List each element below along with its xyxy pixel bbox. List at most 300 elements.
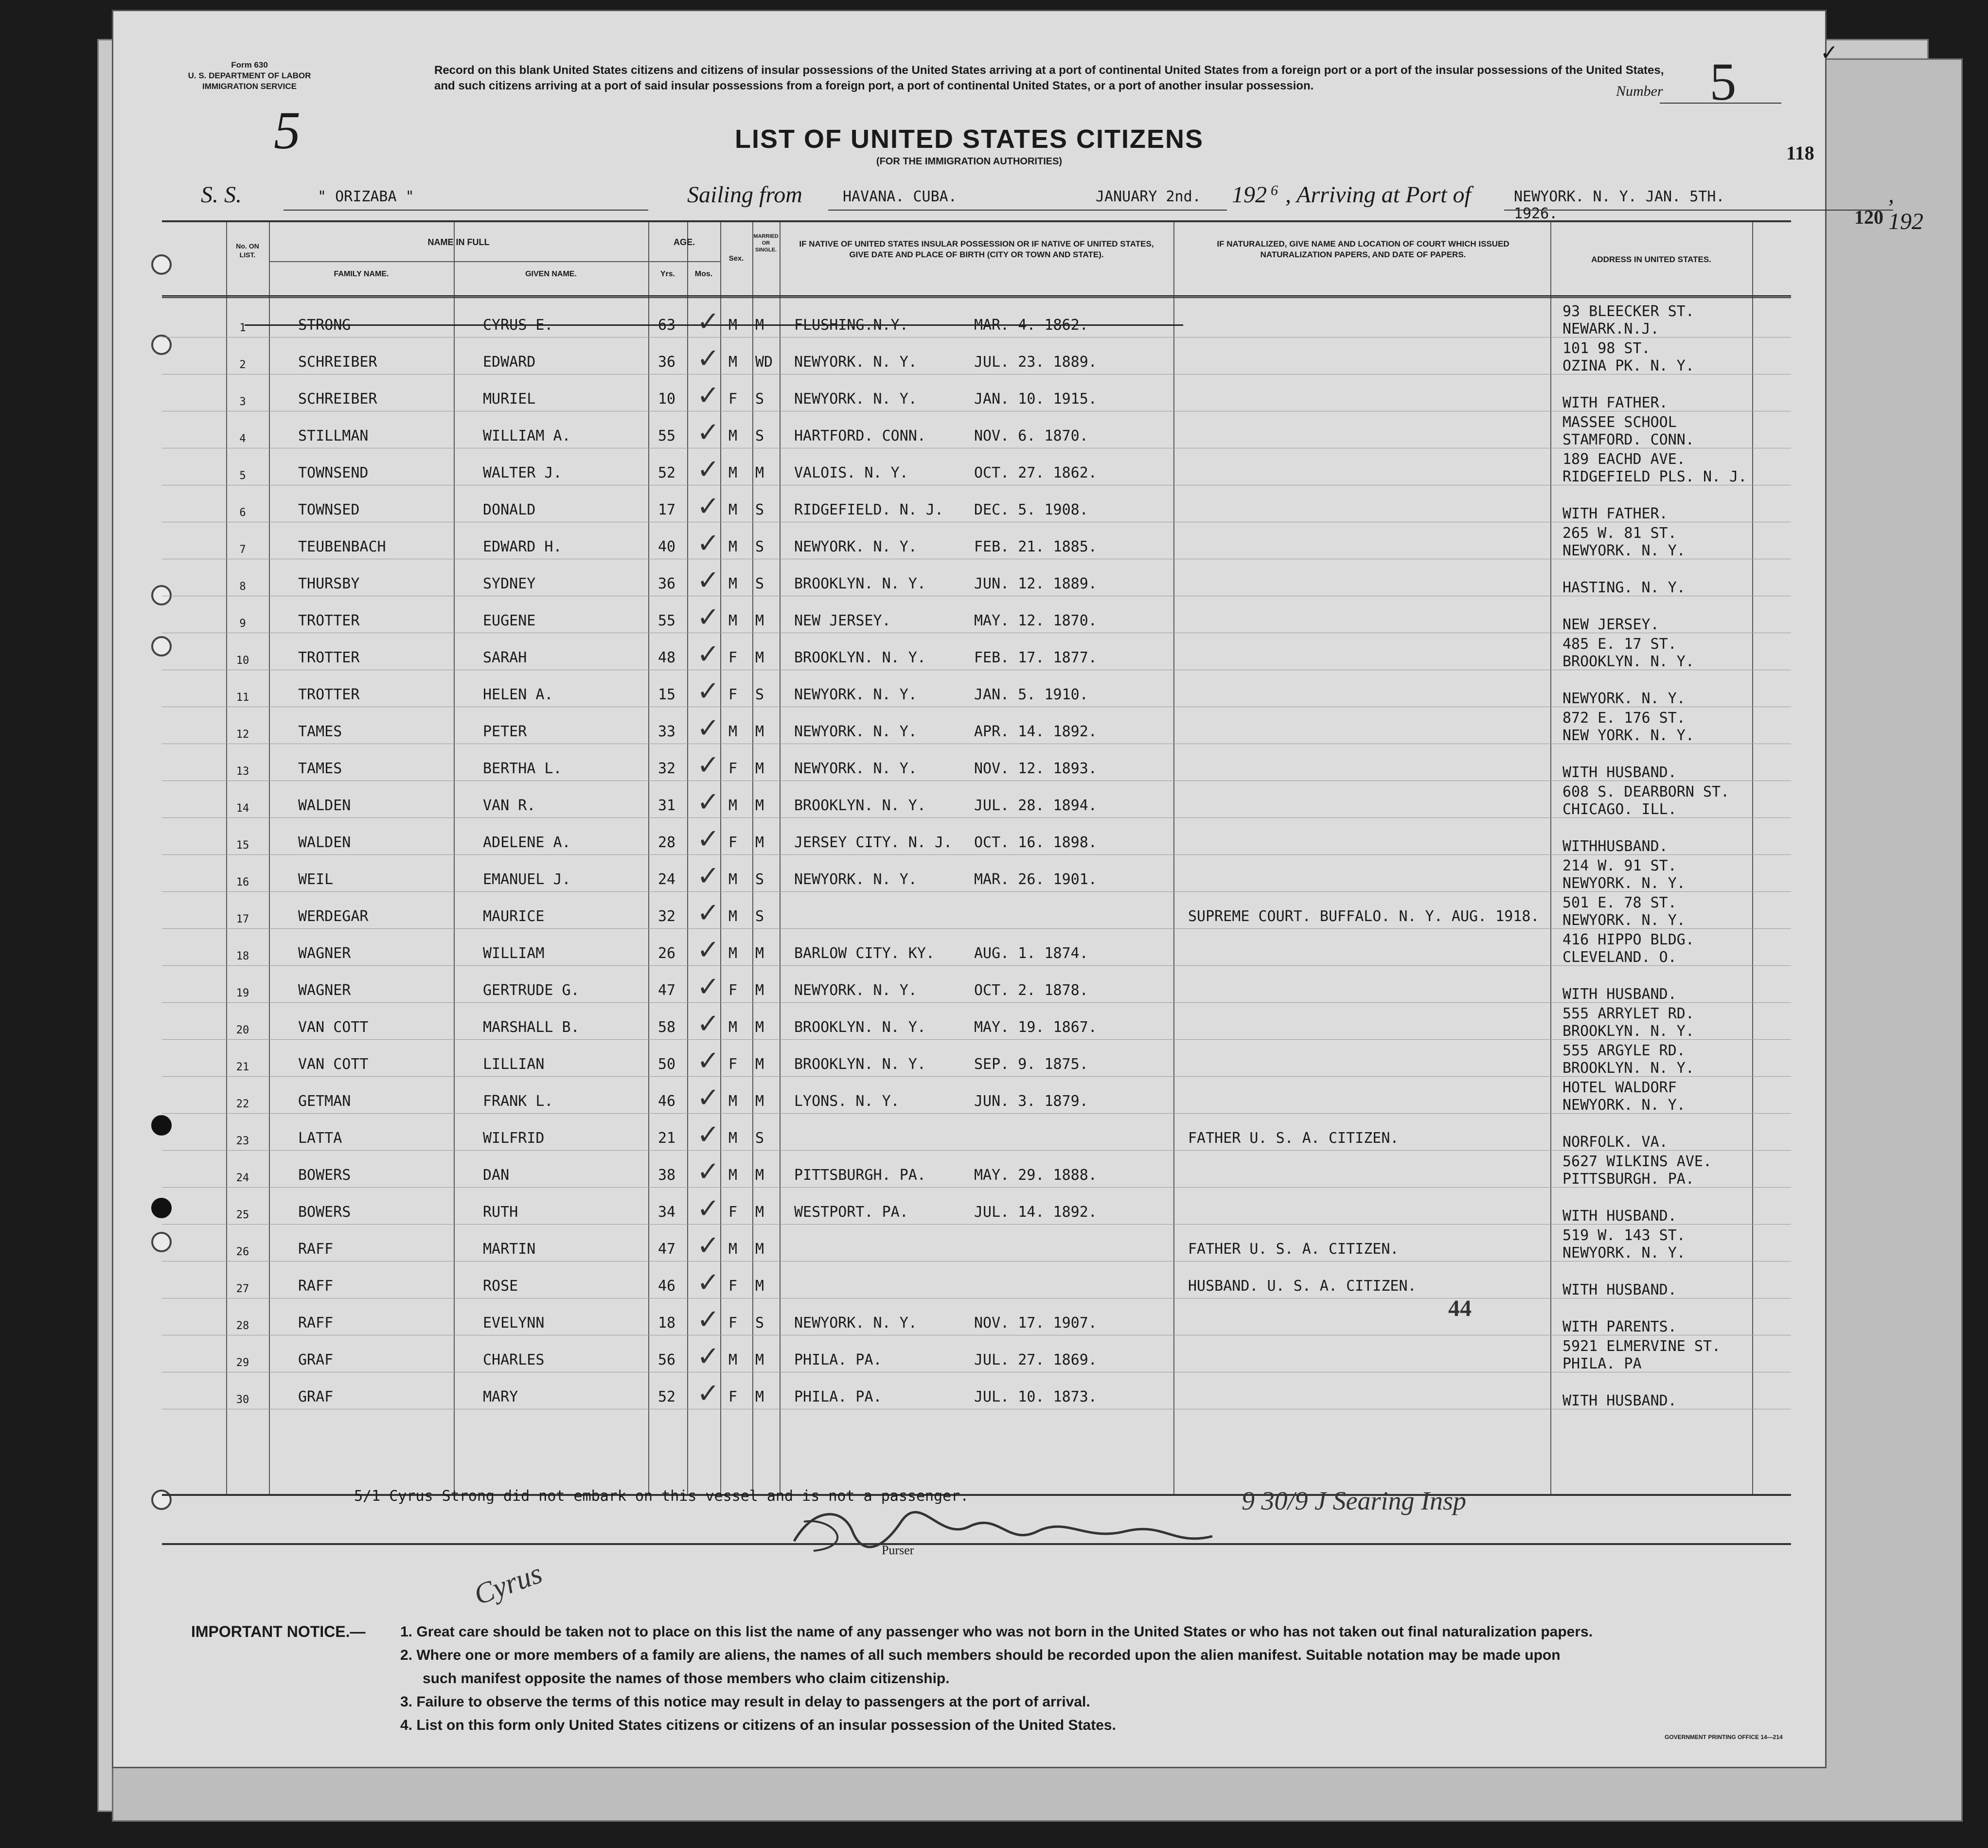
- table-row: [162, 1039, 1791, 1077]
- sex: F: [728, 649, 738, 666]
- address-line-1: 555 ARRYLET RD.: [1562, 1005, 1694, 1022]
- row-number: 27: [236, 1283, 249, 1295]
- marital-status: S: [755, 575, 764, 592]
- address-line-2: PITTSBURGH. PA.: [1562, 1171, 1694, 1188]
- col-header-given: GIVEN NAME.: [525, 270, 577, 278]
- family-name: BOWERS: [298, 1167, 351, 1184]
- notice-label: IMPORTANT NOTICE.—: [191, 1623, 366, 1640]
- marital-status: M: [755, 723, 764, 740]
- address-line-2: WITHHUSBAND.: [1562, 838, 1668, 855]
- row-number: 23: [236, 1135, 249, 1147]
- check-mark-icon: ✓: [697, 713, 720, 744]
- table-row: [162, 707, 1791, 744]
- sex: M: [728, 1351, 738, 1368]
- check-mark-icon: ✓: [697, 861, 720, 891]
- table-row: [162, 928, 1791, 966]
- family-name: BOWERS: [298, 1204, 351, 1221]
- table-row: [162, 411, 1791, 448]
- birth-date: JUL. 27. 1869.: [974, 1351, 1097, 1368]
- birth-place: NEWYORK. N. Y.: [794, 723, 917, 740]
- birth-place: BROOKLYN. N. Y.: [794, 575, 926, 592]
- birth-place: PITTSBURGH. PA.: [794, 1167, 926, 1184]
- col-header-family: FAMILY NAME.: [334, 270, 389, 278]
- family-name: TROTTER: [298, 649, 360, 666]
- check-mark-icon: ✓: [697, 492, 720, 522]
- list-number: 5: [1709, 52, 1737, 111]
- marital-status: S: [755, 501, 764, 518]
- address-line-2: BROOKLYN. N. Y.: [1562, 1060, 1694, 1077]
- age-years: 47: [658, 1241, 676, 1258]
- given-name: RUTH: [483, 1204, 518, 1221]
- family-name: TAMES: [298, 760, 342, 777]
- table-row: [162, 596, 1791, 633]
- address-line-2: CHICAGO. ILL.: [1562, 801, 1677, 818]
- birth-date: JUL. 28. 1894.: [974, 797, 1097, 814]
- check-mark-icon: ✓: [697, 1305, 720, 1335]
- table-row: [162, 1335, 1791, 1372]
- arriving-port: NEWYORK. N. Y. JAN. 5TH. 1926.: [1514, 188, 1725, 222]
- col-header-married: MARRIED OR SINGLE.: [753, 233, 779, 253]
- birth-date: NOV. 17. 1907.: [974, 1315, 1097, 1332]
- strikethrough: [245, 324, 1183, 326]
- row-number: 13: [236, 765, 249, 778]
- birth-place: BROOKLYN. N. Y.: [794, 649, 926, 666]
- table-row: [162, 854, 1791, 892]
- sex: M: [728, 612, 738, 629]
- table-row: [162, 1113, 1791, 1151]
- naturalization: FATHER U. S. A. CITIZEN.: [1188, 1241, 1399, 1258]
- table-row: [162, 891, 1791, 929]
- birth-date: JAN. 10. 1915.: [974, 391, 1097, 408]
- given-name: WILLIAM: [483, 945, 545, 962]
- table-row: [162, 1076, 1791, 1114]
- address-line-1: 101 98 ST.: [1562, 340, 1651, 357]
- underline: [1504, 210, 1893, 211]
- birth-place: VALOIS. N. Y.: [794, 464, 908, 481]
- address-line-2: WITH FATHER.: [1562, 394, 1668, 411]
- year-prefix: 192: [1232, 182, 1267, 208]
- age-years: 21: [658, 1130, 676, 1147]
- inspector-note: 9 30/9 J Searing Insp: [1242, 1486, 1466, 1515]
- age-years: 36: [658, 354, 676, 371]
- table-row: [162, 1224, 1791, 1262]
- table-row: [162, 1298, 1791, 1335]
- family-name: WALDEN: [298, 834, 351, 851]
- row-number: 10: [236, 655, 249, 667]
- page-title: LIST OF UNITED STATES CITIZENS: [735, 124, 1204, 154]
- address-line-1: 608 S. DEARBORN ST.: [1562, 783, 1730, 800]
- row-number: 21: [236, 1061, 249, 1073]
- age-years: 46: [658, 1278, 676, 1295]
- birth-place: BROOKLYN. N. Y.: [794, 797, 926, 814]
- family-name: TOWNSED: [298, 501, 360, 518]
- row-number: 19: [236, 987, 249, 999]
- family-name: WERDEGAR: [298, 908, 369, 925]
- birth-date: OCT. 16. 1898.: [974, 834, 1097, 851]
- row-number: 15: [236, 839, 249, 852]
- sex: F: [728, 1278, 738, 1295]
- sex: M: [728, 1093, 738, 1110]
- row-number: 22: [236, 1098, 249, 1110]
- given-name: CYRUS E.: [483, 317, 553, 334]
- address-line-2: WITH PARENTS.: [1562, 1318, 1677, 1335]
- address-line-2: CLEVELAND. O.: [1562, 949, 1677, 966]
- given-name: EUGENE: [483, 612, 536, 629]
- number-underline: [1660, 103, 1781, 104]
- given-name: MARY: [483, 1388, 518, 1405]
- handwritten-stamp: 44: [1448, 1296, 1472, 1321]
- sex: F: [728, 760, 738, 777]
- age-years: 24: [658, 871, 676, 888]
- marital-status: M: [755, 982, 764, 999]
- sex: M: [728, 538, 738, 555]
- given-name: CHARLES: [483, 1351, 545, 1368]
- age-years: 40: [658, 538, 676, 555]
- given-name: VAN R.: [483, 797, 536, 814]
- arriving-label: , Arriving at Port of: [1285, 182, 1471, 208]
- ship-name: " ORIZABA ": [318, 188, 414, 205]
- family-name: SCHREIBER: [298, 391, 377, 408]
- given-name: ROSE: [483, 1278, 518, 1295]
- marital-status: M: [755, 612, 764, 629]
- sex: M: [728, 427, 738, 444]
- table-row: [162, 1187, 1791, 1225]
- check-mark-icon: ✓: [697, 676, 720, 707]
- table-row: [162, 633, 1791, 670]
- given-name: MAURICE: [483, 908, 545, 925]
- marital-status: M: [755, 1388, 764, 1405]
- birth-place: BROOKLYN. N. Y.: [794, 1056, 926, 1073]
- age-years: 31: [658, 797, 676, 814]
- naturalization: FATHER U. S. A. CITIZEN.: [1188, 1130, 1399, 1147]
- birth-date: SEP. 9. 1875.: [974, 1056, 1088, 1073]
- address-line-2: NEWYORK. N. Y.: [1562, 1244, 1686, 1262]
- given-name: LILLIAN: [483, 1056, 545, 1073]
- sex: F: [728, 391, 738, 408]
- age-years: 63: [658, 317, 676, 334]
- row-number: 8: [239, 581, 246, 593]
- age-years: 36: [658, 575, 676, 592]
- address-line-2: NEW JERSEY.: [1562, 616, 1659, 633]
- sailing-from: HAVANA. CUBA.: [843, 188, 957, 205]
- row-number: 3: [239, 396, 246, 408]
- age-years: 32: [658, 760, 676, 777]
- sex: F: [728, 1315, 738, 1332]
- birth-place: LYONS. N. Y.: [794, 1093, 900, 1110]
- address-line-1: 519 W. 143 ST.: [1562, 1227, 1686, 1244]
- sex: M: [728, 797, 738, 814]
- marital-status: S: [755, 391, 764, 408]
- table-row: [162, 1150, 1791, 1188]
- check-mark-icon: ✓: [697, 1231, 720, 1261]
- col-header-name-in-full: NAME IN FULL: [427, 237, 490, 247]
- family-name: SCHREIBER: [298, 354, 377, 371]
- record-instructions: Record on this blank United States citizens and citizens of insular possessions of the United States arriving at a port of continental United States from a foreign port or a port of the insular possessions of the United States, and such citizens arriving at a port of said insular possessions from a foreign port, a port of continental United States, or a port of another insular possession.: [434, 64, 1664, 92]
- address-line-2: WITH HUSBAND.: [1562, 764, 1677, 781]
- check-mark-icon: ✓: [697, 935, 720, 965]
- address-line-2: NEWYORK. N. Y.: [1562, 1097, 1686, 1114]
- given-name: MURIEL: [483, 391, 536, 408]
- marital-status: M: [755, 1093, 764, 1110]
- age-years: 56: [658, 1351, 676, 1368]
- sex: M: [728, 1167, 738, 1184]
- year2: , 192: [1888, 182, 1923, 234]
- address-line-2: STAMFORD. CONN.: [1562, 431, 1694, 448]
- check-mark-icon: ✓: [697, 824, 720, 854]
- notice-item: 4. List on this form only United States citizens or citizens of an insular possession of the United States.: [400, 1717, 1116, 1733]
- table-row: [162, 337, 1791, 374]
- given-name: MARTIN: [483, 1241, 536, 1258]
- check-mark-icon: ✓: [697, 1046, 720, 1076]
- family-name: STILLMAN: [298, 427, 369, 444]
- birth-date: FEB. 21. 1885.: [974, 538, 1097, 555]
- passenger-table: [162, 220, 1791, 1496]
- address-line-2: WITH HUSBAND.: [1562, 1208, 1677, 1225]
- family-name: VAN COTT: [298, 1019, 369, 1036]
- birth-date: NOV. 12. 1893.: [974, 760, 1097, 777]
- given-name: BERTHA L.: [483, 760, 562, 777]
- address-line-2: RIDGEFIELD PLS. N. J.: [1562, 468, 1747, 485]
- birth-date: MAY. 19. 1867.: [974, 1019, 1097, 1036]
- age-years: 26: [658, 945, 676, 962]
- check-mark-icon: ✓: [697, 898, 720, 928]
- header-divider: [269, 261, 648, 262]
- family-name: WALDEN: [298, 797, 351, 814]
- form-line: Form 630: [231, 60, 268, 70]
- page-number: 118: [1786, 142, 1814, 164]
- sailing-label: Sailing from: [687, 182, 802, 208]
- given-name: GERTRUDE G.: [483, 982, 580, 999]
- birth-place: NEWYORK. N. Y.: [794, 871, 917, 888]
- table-row: [162, 485, 1791, 522]
- sex: M: [728, 723, 738, 740]
- sex: F: [728, 1056, 738, 1073]
- sex: M: [728, 1019, 738, 1036]
- birth-date: JAN. 5. 1910.: [974, 686, 1088, 703]
- sex: M: [728, 501, 738, 518]
- given-name: WILFRID: [483, 1130, 545, 1147]
- sex: M: [728, 464, 738, 481]
- birth-place: WESTPORT. PA.: [794, 1204, 908, 1221]
- notice-item: 3. Failure to observe the terms of this notice may result in delay to passengers at the port of arrival.: [400, 1694, 1090, 1710]
- under-page-number: 120: [1854, 206, 1883, 228]
- number-label: Number: [1616, 83, 1663, 99]
- header-rule: [162, 297, 1791, 298]
- row-number: 29: [236, 1357, 249, 1369]
- age-years: 15: [658, 686, 676, 703]
- family-name: GRAF: [298, 1351, 334, 1368]
- age-years: 34: [658, 1204, 676, 1221]
- birth-place: NEWYORK. N. Y.: [794, 391, 917, 408]
- birth-date: MAY. 29. 1888.: [974, 1167, 1097, 1184]
- family-name: TAMES: [298, 723, 342, 740]
- table-row: [162, 559, 1791, 596]
- header-rule: [162, 295, 1791, 297]
- row-number: 25: [236, 1209, 249, 1221]
- address-line-2: NEWYORK. N. Y.: [1562, 912, 1686, 929]
- birth-date: APR. 14. 1892.: [974, 723, 1097, 740]
- marital-status: M: [755, 1167, 764, 1184]
- family-name: RAFF: [298, 1315, 334, 1332]
- birth-date: JUL. 23. 1889.: [974, 354, 1097, 371]
- address-line-1: 214 W. 91 ST.: [1562, 857, 1677, 874]
- col-header-no: No. ON LIST.: [236, 242, 259, 259]
- marital-status: M: [755, 760, 764, 777]
- family-name: TEUBENBACH: [298, 538, 386, 555]
- age-years: 55: [658, 427, 676, 444]
- row-number: 4: [239, 433, 246, 445]
- birth-place: NEWYORK. N. Y.: [794, 760, 917, 777]
- row-number: 14: [236, 802, 249, 815]
- notice-item: such manifest opposite the names of those members who claim citizenship.: [423, 1670, 950, 1687]
- birth-date: MAR. 4. 1862.: [974, 317, 1088, 334]
- given-name: DONALD: [483, 501, 536, 518]
- row-number: 2: [239, 359, 246, 371]
- row-number: 30: [236, 1394, 249, 1406]
- age-years: 33: [658, 723, 676, 740]
- marital-status: S: [755, 427, 764, 444]
- check-mark-icon: ✓: [697, 750, 720, 781]
- age-years: 10: [658, 391, 676, 408]
- family-name: RAFF: [298, 1278, 334, 1295]
- given-name: HELEN A.: [483, 686, 553, 703]
- check-mark-icon: ✓: [697, 307, 720, 337]
- family-name: TROTTER: [298, 686, 360, 703]
- marital-status: M: [755, 1351, 764, 1368]
- table-row: [162, 522, 1791, 559]
- address-line-2: NEWYORK. N. Y.: [1562, 875, 1686, 892]
- marital-status: S: [755, 871, 764, 888]
- handwritten-number: 5: [274, 101, 301, 160]
- family-name: WAGNER: [298, 945, 351, 962]
- table-row: [162, 300, 1791, 338]
- row-number: 20: [236, 1024, 249, 1036]
- marital-status: WD: [755, 354, 773, 371]
- address-line-1: 265 W. 81 ST.: [1562, 525, 1677, 542]
- given-name: DAN: [483, 1167, 510, 1184]
- marital-status: M: [755, 1204, 764, 1221]
- birth-place: NEWYORK. N. Y.: [794, 686, 917, 703]
- marital-status: M: [755, 1241, 764, 1258]
- birth-date: JUL. 14. 1892.: [974, 1204, 1097, 1221]
- row-number: 5: [239, 470, 246, 482]
- birth-date: JUN. 12. 1889.: [974, 575, 1097, 592]
- purser-signature-icon: [784, 1502, 1222, 1563]
- age-years: 55: [658, 612, 676, 629]
- family-name: WEIL: [298, 871, 334, 888]
- table-row: [162, 670, 1791, 707]
- age-years: 38: [658, 1167, 676, 1184]
- sex: M: [728, 908, 738, 925]
- birth-place: NEWYORK. N. Y.: [794, 1315, 917, 1332]
- check-mark-icon: ✓: [697, 529, 720, 559]
- check-mark-icon: ✓: [697, 1157, 720, 1187]
- underline: [1071, 210, 1227, 211]
- check-mark-icon: ✓: [697, 972, 720, 1002]
- marital-status: M: [755, 1278, 764, 1295]
- given-name: SYDNEY: [483, 575, 536, 592]
- family-name: RAFF: [298, 1241, 334, 1258]
- sex: F: [728, 834, 738, 851]
- birth-date: MAR. 26. 1901.: [974, 871, 1097, 888]
- col-header-naturalized: IF NATURALIZED, GIVE NAME AND LOCATION OF COURT WHICH ISSUED NATURALIZATION PAPERS, AND DATE OF PAPERS.: [1217, 239, 1509, 259]
- notice-item: 2. Where one or more members of a family are aliens, the names of all such members should be recorded upon the alien manifest. Suitable notation may be made upon: [400, 1647, 1561, 1663]
- marital-status: M: [755, 1056, 764, 1073]
- birth-date: OCT. 2. 1878.: [974, 982, 1088, 999]
- birth-date: JUL. 10. 1873.: [974, 1388, 1097, 1405]
- naturalization: SUPREME COURT. BUFFALO. N. Y. AUG. 1918.: [1188, 908, 1540, 925]
- sex: M: [728, 1241, 738, 1258]
- check-mark-icon: ✓: [697, 344, 720, 374]
- sex: F: [728, 1204, 738, 1221]
- table-row: [162, 1002, 1791, 1040]
- address-line-1: 5921 ELMERVINE ST.: [1562, 1338, 1721, 1355]
- age-years: 28: [658, 834, 676, 851]
- check-mark-icon: ✓: [697, 381, 720, 411]
- birth-date: FEB. 17. 1877.: [974, 649, 1097, 666]
- underline: [284, 210, 648, 211]
- table-row: [162, 1261, 1791, 1298]
- age-years: 17: [658, 501, 676, 518]
- row-number: 11: [236, 692, 249, 704]
- marital-status: M: [755, 797, 764, 814]
- check-mark-icon: ✓: [697, 1120, 720, 1150]
- check-mark-icon: ✓: [697, 1194, 720, 1224]
- row-number: 12: [236, 729, 249, 741]
- check-mark-icon: ✓: [697, 1083, 720, 1113]
- given-name: EMANUEL J.: [483, 871, 571, 888]
- row-number: 16: [236, 876, 249, 888]
- header-divider: [648, 261, 720, 262]
- birth-place: NEWYORK. N. Y.: [794, 354, 917, 371]
- year-suffix: 6: [1271, 182, 1278, 198]
- row-number: 7: [239, 544, 246, 556]
- age-years: 52: [658, 1388, 676, 1405]
- given-name: PETER: [483, 723, 527, 740]
- ss-label: S. S.: [201, 182, 242, 208]
- table-row: [162, 744, 1791, 781]
- table-row: [162, 448, 1791, 485]
- check-mark-icon: ✓: [697, 787, 720, 817]
- birth-place: FLUSHING.N.Y.: [794, 317, 908, 334]
- marital-status: S: [755, 1130, 764, 1147]
- address-line-2: HASTING. N. Y.: [1562, 579, 1686, 596]
- address-line-2: OZINA PK. N. Y.: [1562, 357, 1694, 374]
- check-mark-icon: ✓: [697, 640, 720, 670]
- address-line-2: WITH HUSBAND.: [1562, 986, 1677, 1003]
- form-number: [177, 60, 322, 92]
- sex: F: [728, 686, 738, 703]
- birth-place: NEW JERSEY.: [794, 612, 891, 629]
- age-years: 50: [658, 1056, 676, 1073]
- side-note: Cyrus: [469, 1557, 547, 1611]
- sex: M: [728, 317, 738, 334]
- sex: F: [728, 1388, 738, 1405]
- row-number: 18: [236, 950, 249, 962]
- address-line-2: NEWYORK. N. Y.: [1562, 690, 1686, 707]
- check-mark-icon: ✓: [697, 603, 720, 633]
- birth-place: BARLOW CITY. KY.: [794, 945, 935, 962]
- address-line-2: NEW YORK. N. Y.: [1562, 727, 1694, 744]
- purser-label: Purser: [882, 1543, 914, 1557]
- col-header-yrs: Yrs.: [660, 270, 675, 278]
- family-name: STRONG: [298, 317, 351, 334]
- col-header-address: ADDRESS IN UNITED STATES.: [1591, 255, 1711, 264]
- col-header-sex: Sex.: [728, 254, 744, 263]
- family-name: TOWNSEND: [298, 464, 369, 481]
- family-name: WAGNER: [298, 982, 351, 999]
- marital-status: S: [755, 908, 764, 925]
